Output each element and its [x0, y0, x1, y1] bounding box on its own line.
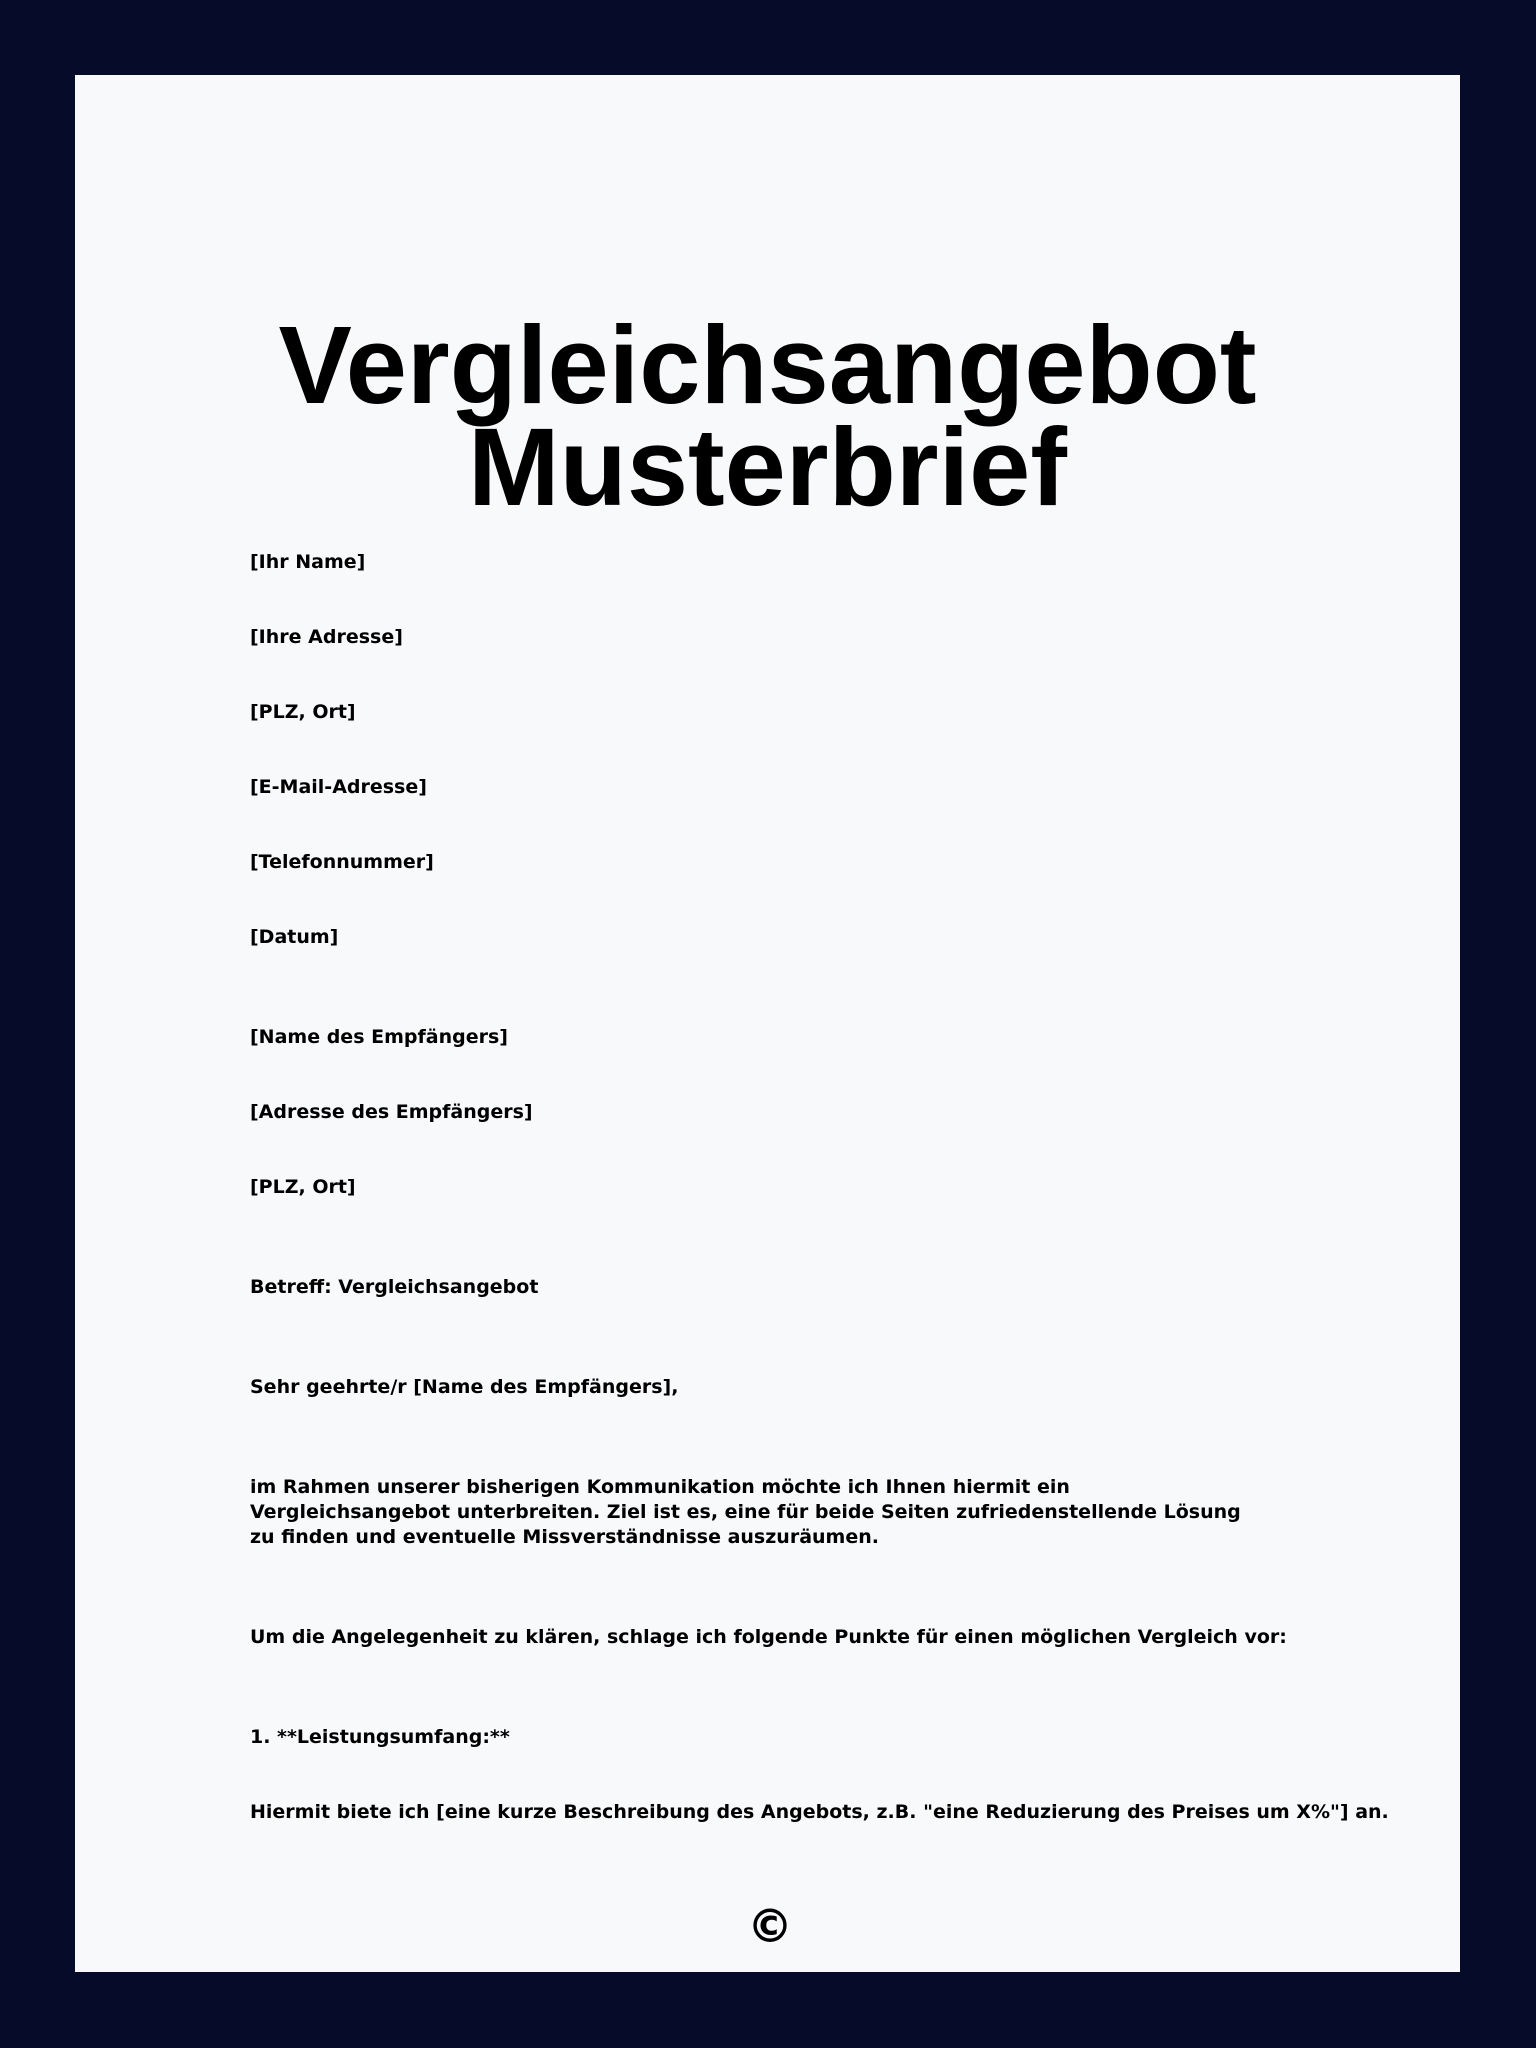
recipient-city: [PLZ, Ort] — [250, 1176, 356, 1198]
sender-name: [Ihr Name] — [250, 551, 366, 573]
recipient-name: [Name des Empfängers] — [250, 1026, 508, 1048]
title-line-1: Vergleichsangebot — [278, 304, 1257, 427]
recipient-address: [Adresse des Empfängers] — [250, 1101, 533, 1123]
sender-email: [E-Mail-Adresse] — [250, 776, 427, 798]
letter-salutation: Sehr geehrte/r [Name des Empfängers], — [250, 1376, 679, 1398]
letter-date: [Datum] — [250, 926, 339, 948]
body-paragraph-2: Um die Angelegenheit zu klären, schlage ich folgende Punkte für einen möglichen Vergleich vor: — [250, 1626, 1287, 1648]
letter-subject: Betreff: Vergleichsangebot — [250, 1276, 539, 1298]
body-paragraph-1: im Rahmen unserer bisherigen Kommunikation möchte ich Ihnen hiermit ein Vergleichsangebot unterbreiten. Ziel ist es, eine für beide Seiten zufriedenstellende Lösung zu finden und eventuelle Missverständnisse auszuräumen. — [250, 1476, 1241, 1548]
document-page — [75, 75, 1460, 1972]
sender-address: [Ihre Adresse] — [250, 626, 403, 648]
copyright-icon: © — [747, 1899, 793, 1953]
document-title — [75, 304, 1460, 529]
sender-city: [PLZ, Ort] — [250, 701, 356, 723]
sender-phone: [Telefonnummer] — [250, 851, 434, 873]
point-1-heading: 1. **Leistungsumfang:** — [250, 1726, 510, 1748]
point-1-text: Hiermit biete ich [eine kurze Beschreibung des Angebots, z.B. "eine Reduzierung des Preises um X%"] an. — [250, 1801, 1389, 1823]
title-line-2: Musterbrief — [468, 406, 1067, 529]
